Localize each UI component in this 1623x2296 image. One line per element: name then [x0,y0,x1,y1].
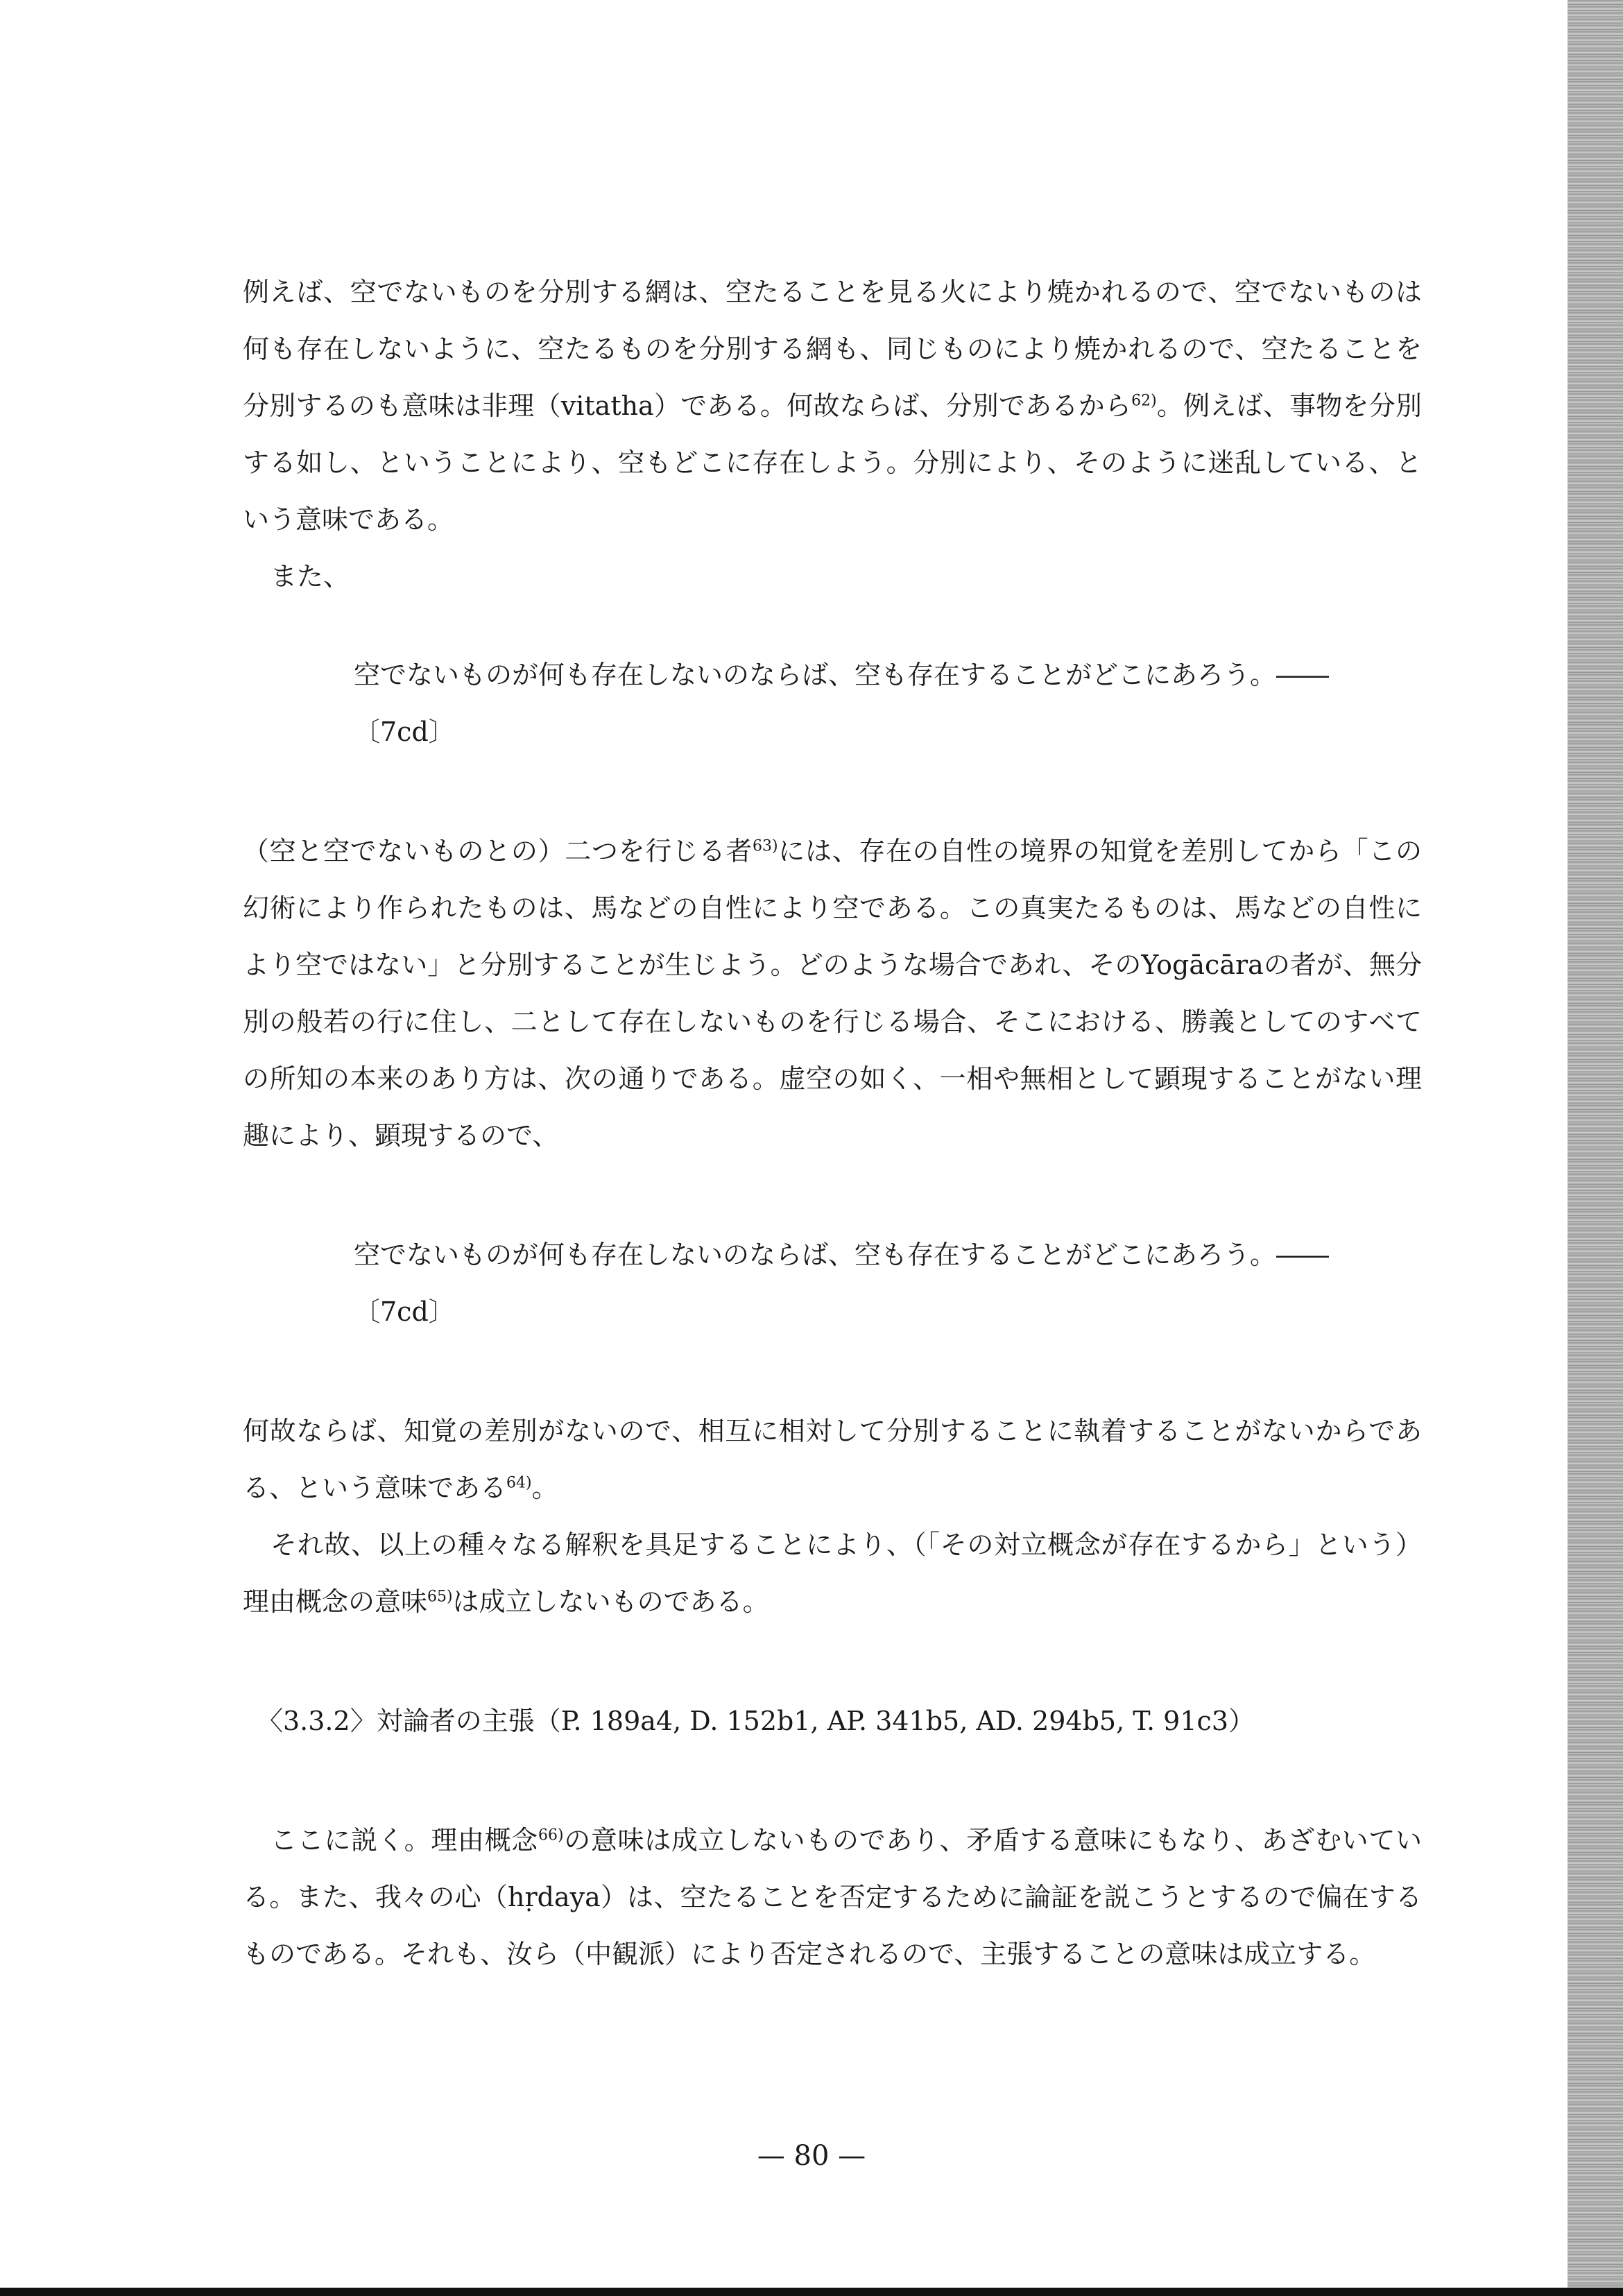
verse-1 [354,646,1422,760]
paragraph-5: それ故、以上の種々なる解釈を具足することにより、（「その対立概念が存在するから」という）理由概念の意味$^{65)}$は成立しないものである。 [243,1530,1422,1617]
verse-2-text: 空でないものが何も存在しないのならば、空も存在することがどこにあろう。―― [354,1240,1330,1270]
paragraph-3: （空と空でないものとの）二つを行じる者$^{63)}$には、存在の自性の境界の知覚を差別してから「この幻術により作られたものは、馬などの自性により空である。この真実たるものは、馬などの自性により空ではない」と分別することが生じよう。どのような場合であれ、そのYogācāraの者が、無分別の般若の行に住し、二として存在しないものを行じる場合、そこにおける、勝義としてのすべての所知の本来のあり方は、次の通りである。虚空の如く、一相や無相として顕現することがない理趣により、顕現するので、 [243,836,1422,1151]
verse-2-ref: 〔7cd〕 [354,1296,455,1327]
footnote-ref-63: 63) [753,837,778,855]
footnote-ref-65: 65) [427,1588,453,1606]
footnote-ref-66: 66) [538,1826,564,1844]
footnote-ref-64: 64) [506,1474,532,1492]
verse-1-ref: 〔7cd〕 [354,717,455,747]
document-body [243,264,1422,1982]
paragraph-6: ここに説く。理由概念$^{66)}$の意味は成立しないものであり、矛盾する意味にもなり、あざむいている。また、我々の心（hṛdaya）は、空たることを否定するために論証を説こうとするので偏在するものである。それも、汝ら（中観派）により否定されるので、主張することの意味は成立する。 [243,1825,1422,1969]
paragraph-1: 例えば、空でないものを分別する網は、空たることを見る火により焼かれるので、空でないものは何も存在しないように、空たるものを分別する網も、同じものにより焼かれるので、空たることを分別するのも意味は非理（vitatha）である。何故ならば、分別であるから$^{62)}$。例えば、事物を分別する如し、ということにより、空もどこに存在しよう。分別により、そのように迷乱している、という意味である。 [243,277,1422,535]
verse-2 [354,1226,1422,1340]
scan-bottom-edge [0,2288,1623,2296]
footnote-ref-62: 62) [1131,392,1157,410]
page-number: — 80 — [757,2140,866,2172]
paragraph-4: 何故ならば、知覚の差別がないので、相互に相対して分別することに執着することがないからである、という意味である$^{64)}$。 [243,1416,1422,1503]
scan-edge-shadow [1568,0,1623,2296]
paragraph-2: また、 [270,561,350,592]
section-heading: 〈3.3.2〉対論者の主張（P. 189a4, D. 152b1, AP. 341b5, AD. 294b5, T. 91c3） [257,1706,1255,1736]
verse-1-text: 空でないものが何も存在しないのならば、空も存在することがどこにあろう。―― [354,660,1330,690]
